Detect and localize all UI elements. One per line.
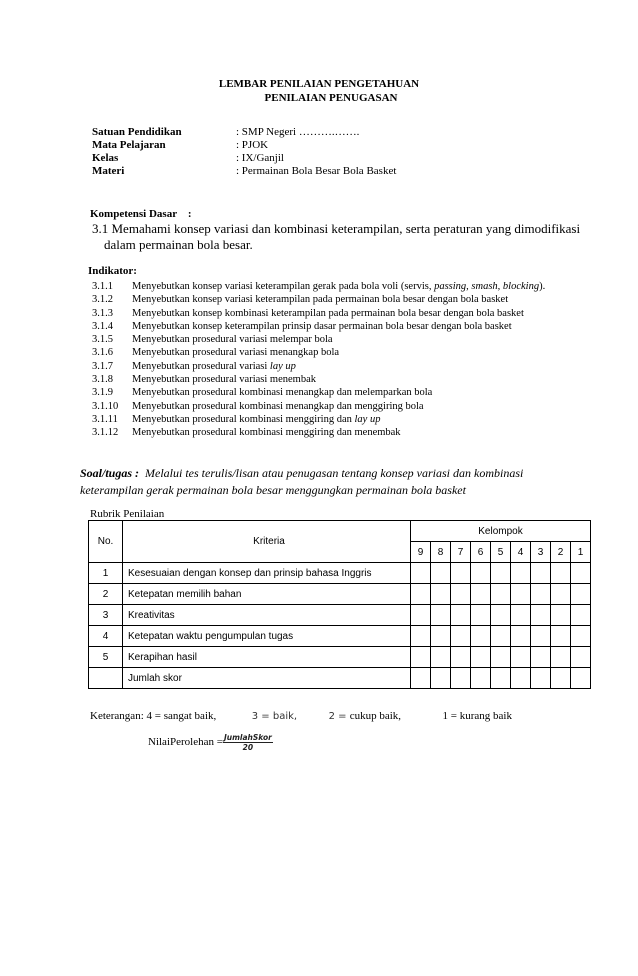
score-cell[interactable] [511, 626, 531, 647]
score-cell[interactable] [551, 626, 571, 647]
indikator-item [92, 280, 567, 293]
score-cell[interactable] [411, 563, 431, 584]
indikator-text [132, 320, 567, 333]
score-cell[interactable] [411, 584, 431, 605]
score-cell[interactable] [491, 647, 511, 668]
indikator-text [132, 293, 567, 306]
keterangan-4: 4 = sangat baik, [146, 710, 217, 722]
kelompok-8: 8 [431, 542, 451, 563]
indikator-item [92, 293, 567, 306]
nilai-label: NilaiPerolehan = [148, 736, 223, 749]
header-no: No. [89, 521, 123, 563]
indikator-text [132, 346, 567, 359]
row-no: 5 [89, 647, 123, 668]
indikator-text-main: Menyebutkan prosedural kombinasi menggiring dan menembak [132, 427, 401, 439]
score-cell[interactable] [431, 605, 451, 626]
keterangan-line [90, 710, 512, 722]
soal-text: Melalui tes terulis/lisan atau penugasan tentang konsep variasi dan kombinasi keterampilan gerak permainan bola besar menggungkan permainan bola basket [80, 466, 527, 497]
document-subtitle: PENILAIAN PENUGASAN [264, 92, 398, 104]
indikator-text-main: Menyebutkan prosedural kombinasi menangkap dan menggiring bola [132, 400, 424, 412]
keterangan-label: Keterangan: [90, 710, 144, 722]
info-label: Satuan Pendidikan [92, 126, 182, 138]
indikator-number: 3.1.5 [92, 334, 113, 346]
score-cell[interactable] [511, 563, 531, 584]
kelompok-2: 2 [551, 542, 571, 563]
indikator-number: 3.1.3 [92, 307, 113, 319]
row-kriteria: Kreativitas [123, 605, 411, 626]
table-row [89, 605, 591, 626]
row-no: 2 [89, 584, 123, 605]
score-cell[interactable] [551, 605, 571, 626]
info-value: : IX/Ganjil [236, 152, 284, 164]
nilai-formula [148, 733, 273, 752]
row-no [89, 668, 123, 689]
score-cell[interactable] [571, 584, 591, 605]
info-label: Materi [92, 165, 125, 177]
row-kriteria: Kesesuaian dengan konsep dan prinsip bahasa Inggris [123, 563, 411, 584]
score-cell[interactable] [551, 668, 571, 689]
table-row [89, 626, 591, 647]
indikator-text-main: Menyebutkan konsep keterampilan prinsip dasar permainan bola besar dengan bola basket [132, 320, 512, 332]
score-cell[interactable] [451, 626, 471, 647]
indikator-number: 3.1.10 [92, 400, 119, 412]
kompetensi-text: 3.1 Memahami konsep variasi dan kombinasi keterampilan, serta peraturan yang dimodifikasi dalam permainan bola besar. [92, 221, 581, 252]
info-label: Kelas [92, 152, 119, 164]
score-cell[interactable] [471, 626, 491, 647]
row-no: 3 [89, 605, 123, 626]
indikator-number: 3.1.9 [92, 387, 113, 399]
score-cell[interactable] [491, 605, 511, 626]
indikator-number: 3.1.12 [92, 427, 119, 439]
score-cell[interactable] [571, 668, 591, 689]
kelompok-3: 3 [531, 542, 551, 563]
document-title: LEMBAR PENILAIAN PENGETAHUAN [218, 78, 420, 90]
score-cell[interactable] [411, 668, 431, 689]
indikator-text-main: Menyebutkan prosedural variasi menangkap bola [132, 347, 340, 359]
nilai-fraction [223, 733, 273, 752]
score-cell[interactable] [511, 647, 531, 668]
indikator-item [92, 400, 567, 413]
indikator-text-main: Menyebutkan konsep variasi keterampilan gerak pada bola voli (servis, [132, 281, 435, 292]
score-cell[interactable] [431, 563, 451, 584]
info-value: : PJOK [236, 139, 269, 151]
fraction-numerator: JumlahSkor [223, 733, 272, 742]
score-cell[interactable] [471, 647, 491, 668]
score-cell[interactable] [411, 626, 431, 647]
indikator-item [92, 333, 567, 346]
indikator-text-main: Menyebutkan prosedural variasi [132, 360, 270, 372]
indikator-text-main: Menyebutkan prosedural kombinasi menangkap dan melemparkan bola [132, 387, 433, 399]
table-row [89, 647, 591, 668]
indikator-item [92, 386, 567, 399]
indikator-number: 3.1.4 [92, 320, 113, 332]
table-row-jumlah [89, 668, 591, 689]
keterangan-2-text: cukup baik, [349, 710, 402, 722]
kelompok-4: 4 [511, 542, 531, 563]
info-label: Mata Pelajaran [92, 139, 166, 151]
score-cell[interactable] [491, 626, 511, 647]
table-row [89, 584, 591, 605]
kelompok-7: 7 [451, 542, 471, 563]
score-cell[interactable] [471, 668, 491, 689]
indikator-number: 3.1.11 [92, 413, 118, 425]
kelompok-6: 6 [471, 542, 491, 563]
score-cell[interactable] [451, 647, 471, 668]
header-kelompok: Kelompok [411, 521, 591, 542]
indikator-list [92, 280, 567, 440]
kelompok-9: 9 [411, 542, 431, 563]
indikator-text-end: ). [539, 281, 546, 292]
row-kriteria: Jumlah skor [123, 668, 411, 689]
score-cell[interactable] [491, 584, 511, 605]
score-cell[interactable] [451, 563, 471, 584]
score-cell[interactable] [451, 668, 471, 689]
score-cell[interactable] [531, 626, 551, 647]
soal-block [80, 465, 565, 499]
indikator-number: 3.1.8 [92, 374, 113, 386]
indikator-number: 3.1.1 [92, 281, 113, 292]
indikator-text [132, 373, 567, 386]
indikator-text [132, 426, 567, 439]
score-cell[interactable] [451, 605, 471, 626]
score-cell[interactable] [431, 584, 451, 605]
indikator-text-main: Menyebutkan prosedural variasi menembak [132, 374, 316, 386]
indikator-text [132, 307, 567, 320]
score-cell[interactable] [551, 647, 571, 668]
indikator-label: Indikator: [88, 265, 137, 277]
kelompok-1: 1 [571, 542, 591, 563]
indikator-item [92, 426, 567, 439]
score-cell[interactable] [411, 647, 431, 668]
score-cell[interactable] [471, 563, 491, 584]
score-cell[interactable] [531, 563, 551, 584]
indikator-text-main: Menyebutkan prosedural kombinasi menggiring dan [132, 413, 355, 425]
indikator-text [132, 400, 567, 413]
kompetensi-label: Kompetensi Dasar : [90, 208, 192, 220]
indikator-text [132, 360, 567, 373]
indikator-text-italic: lay up [269, 360, 296, 372]
indikator-text [132, 333, 567, 346]
score-cell[interactable] [531, 584, 551, 605]
score-cell[interactable] [431, 626, 451, 647]
score-cell[interactable] [471, 584, 491, 605]
soal-label: Soal/tugas : [80, 466, 140, 480]
indikator-item [92, 307, 567, 320]
keterangan-1: 1 = kurang baik [442, 710, 512, 722]
row-kriteria: Ketepatan waktu pengumpulan tugas [123, 626, 411, 647]
score-cell[interactable] [571, 626, 591, 647]
indikator-text-italic: passing, smash, blocking [434, 281, 540, 292]
row-kriteria: Ketepatan memilih bahan [123, 584, 411, 605]
rubrik-table [88, 520, 591, 689]
score-cell[interactable] [551, 563, 571, 584]
indikator-text-main: Menyebutkan konsep kombinasi keterampilan pada permainan bola besar dengan bola basket [132, 307, 524, 319]
indikator-text-italic: lay up [354, 413, 381, 425]
score-cell[interactable] [491, 668, 511, 689]
indikator-item [92, 346, 567, 359]
score-cell[interactable] [431, 647, 451, 668]
indikator-item [92, 413, 567, 426]
rubrik-title: Rubrik Penilaian [90, 508, 165, 520]
kelompok-5: 5 [491, 542, 511, 563]
row-kriteria: Kerapihan hasil [123, 647, 411, 668]
info-value: : Permainan Bola Besar Bola Basket [236, 165, 397, 177]
fraction-denominator: 20 [242, 743, 254, 752]
score-cell[interactable] [431, 668, 451, 689]
indikator-number: 3.1.7 [92, 360, 113, 372]
indikator-number: 3.1.2 [92, 294, 113, 306]
score-cell[interactable] [511, 668, 531, 689]
score-cell[interactable] [471, 605, 491, 626]
score-cell[interactable] [491, 563, 511, 584]
table-row [89, 563, 591, 584]
score-cell[interactable] [571, 605, 591, 626]
score-cell[interactable] [571, 647, 591, 668]
indikator-text [132, 280, 567, 293]
score-cell[interactable] [451, 584, 471, 605]
score-cell[interactable] [531, 605, 551, 626]
row-no: 4 [89, 626, 123, 647]
score-cell[interactable] [551, 584, 571, 605]
indikator-number: 3.1.6 [92, 347, 113, 359]
indikator-text [132, 386, 567, 399]
indikator-text-main: Menyebutkan prosedural variasi melempar bola [132, 334, 333, 346]
indikator-text-main: Menyebutkan konsep variasi keterampilan pada permainan bola besar dengan bola basket [132, 294, 509, 306]
score-cell[interactable] [531, 647, 551, 668]
score-cell[interactable] [571, 563, 591, 584]
score-cell[interactable] [411, 605, 431, 626]
indikator-item [92, 373, 567, 386]
score-cell[interactable] [511, 605, 531, 626]
indikator-item [92, 320, 567, 333]
row-no: 1 [89, 563, 123, 584]
keterangan-2: 2 = [328, 711, 350, 722]
score-cell[interactable] [531, 668, 551, 689]
indikator-text [132, 413, 567, 426]
header-kriteria: Kriteria [123, 521, 411, 563]
info-value: : SMP Negeri ……….……. [236, 126, 360, 138]
indikator-item [92, 360, 567, 373]
score-cell[interactable] [511, 584, 531, 605]
keterangan-3: 3 = baik, [251, 711, 298, 722]
